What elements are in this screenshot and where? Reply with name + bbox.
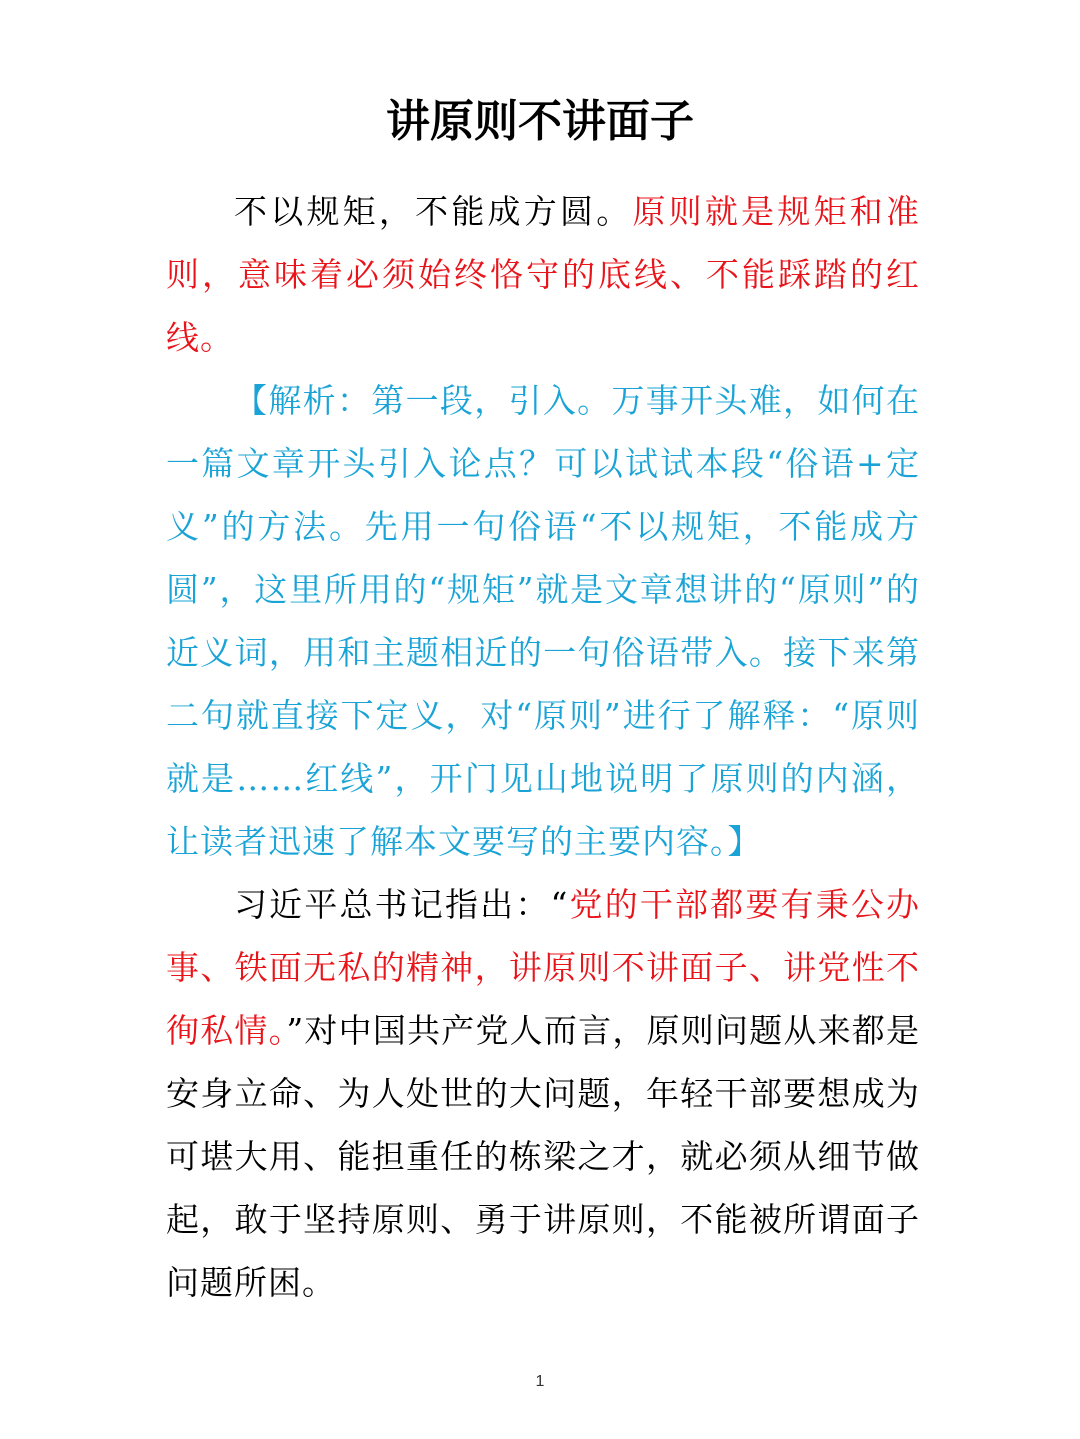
paragraph-analysis	[166, 369, 920, 873]
document-title: 讲原则不讲面子	[386, 96, 694, 147]
quote-commentary-text: ”对中国共产党人而言，原则问题从来都是安身立命、为人处世的大问题，年轻干部要想成为可堪大用、能担重任的栋梁之才，就必须从细节做起，敢于坚持原则、勇于讲原则，不能被所谓面子问题所困。	[166, 1011, 920, 1302]
intro-proverb-text: 不以规矩，不能成方圆。	[234, 192, 633, 231]
quote-text: 党的干部都要有秉公办事、铁面无私的精神，讲原则不讲面子、讲党性不徇私情。	[166, 885, 921, 1050]
document-body	[166, 180, 920, 1314]
analysis-text: 【解析：第一段，引入。万事开头难，如何在一篇文章开头引入论点？可以试试本段“俗语+定义”的方法。先用一句俗语“不以规矩，不能成方圆”，这里所用的“规矩”就是文章想讲的“原则”的近义词，用和主题相近的一句俗语带入。接下来第二句就直接下定义，对“原则”进行了解释：“原则就是……红线”，开门见山地说明了原则的内涵，让读者迅速了解本文要写的主要内容。】	[166, 381, 920, 861]
paragraph-quote	[166, 873, 920, 1314]
intro-definition-text: 原则就是规矩和准则，意味着必须始终恪守的底线、不能踩踏的红线。	[166, 192, 921, 357]
paragraph-intro	[166, 180, 920, 369]
quote-lead-text: 习近平总书记指出：“	[234, 885, 569, 924]
page-number: 1	[535, 1373, 545, 1390]
